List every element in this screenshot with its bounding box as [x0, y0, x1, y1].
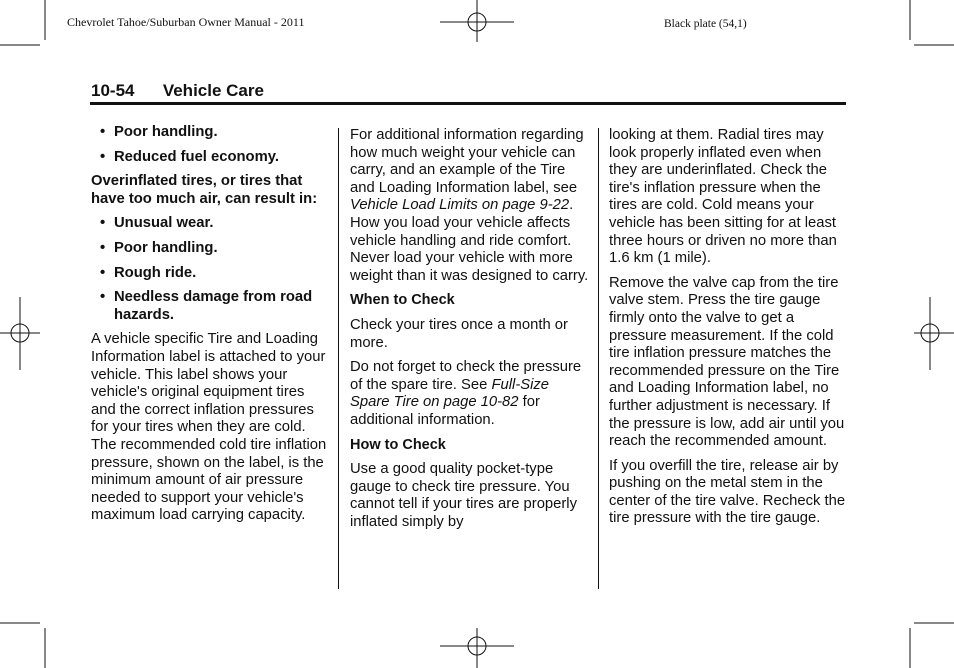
column-divider-1 — [338, 128, 339, 589]
how-to-check-heading: How to Check — [350, 436, 446, 453]
overfill-paragraph: If you overfill the tire, release air by pushing on the metal stem in the center of the tire valve. Recheck the tire pressure with the tire gauge. — [609, 457, 846, 527]
bullet-item: • Unusual wear. — [100, 215, 214, 232]
spare-tire-link[interactable]: Full-Size Spare Tire on page 10-82 — [350, 376, 550, 411]
spare-tire-paragraph: Do not forget to check the pressure of the spare tire. See Full-Size Spare Tire on page 10-82 for additional information. — [350, 359, 582, 428]
bullet-item: • Rough ride. — [100, 264, 197, 281]
plate-label: Black plate (54,1) — [664, 18, 747, 30]
how-to-check-paragraph: Use a good quality pocket-type gauge to check tire pressure. You cannot tell if your tires are properly inflated simply by — [350, 461, 577, 530]
load-info-paragraph: For additional information regarding how much weight your vehicle can carry, and an example of the Tire and Loading Information label, see Vehicle Load Limits on page 9-22. How you load your vehicle affects vehicle handling and ride comfort. Never load your vehicle with more weight than it was designed to carry. — [350, 127, 589, 284]
when-to-check-heading: When to Check — [350, 292, 455, 309]
column-2 — [350, 127, 590, 538]
vehicle-load-limits-link[interactable]: Vehicle Load Limits on page 9-22 — [350, 197, 570, 214]
column-3 — [609, 127, 849, 535]
section-heading — [91, 81, 264, 101]
bullet-item: • Poor handling. — [100, 124, 218, 140]
overinflated-heading: Overinflated tires, or tires that have too much air, can result in: — [91, 173, 318, 207]
bullet-item: • Poor handling. — [100, 239, 218, 256]
manual-title: Chevrolet Tahoe/Suburban Owner Manual - 2011 — [67, 15, 305, 29]
page-number: 10-54 — [91, 81, 135, 100]
radial-tires-paragraph: looking at them. Radial tires may look properly inflated even when they are underinflated. Check the tire's inflation pressure when the tires are cold. Cold means your vehicle has been sitting for at least three hours or driven no more than 1.6 km (1 mile). — [609, 127, 837, 267]
tire-label-paragraph: A vehicle specific Tire and Loading Information label is attached to your vehicle. This label shows your vehicle's original equipment tires and the correct inflation pressures for your tires when they are cold. The recommended cold tire inflation pressure, shown on the label, is the minimum amount of air pressure needed to support your vehicle's maximum load carrying capacity. — [91, 331, 327, 524]
bullet-item: • Needless damage from road hazards. — [100, 289, 313, 323]
section-title: Vehicle Care — [162, 81, 264, 100]
column-1 — [91, 124, 329, 532]
bullet-item: • Reduced fuel economy. — [100, 148, 279, 165]
when-to-check-paragraph: Check your tires once a month or more. — [350, 316, 568, 351]
column-divider-2 — [598, 128, 599, 589]
section-rule — [90, 102, 846, 105]
valve-cap-paragraph: Remove the valve cap from the tire valve stem. Press the tire gauge firmly onto the valve to get a pressure measurement. If the cold tire inflation pressure matches the recommended pressure on the Tire and Loading Information label, no further adjustment is necessary. If the pressure is low, add air until you reach the recommended amount. — [609, 274, 845, 450]
